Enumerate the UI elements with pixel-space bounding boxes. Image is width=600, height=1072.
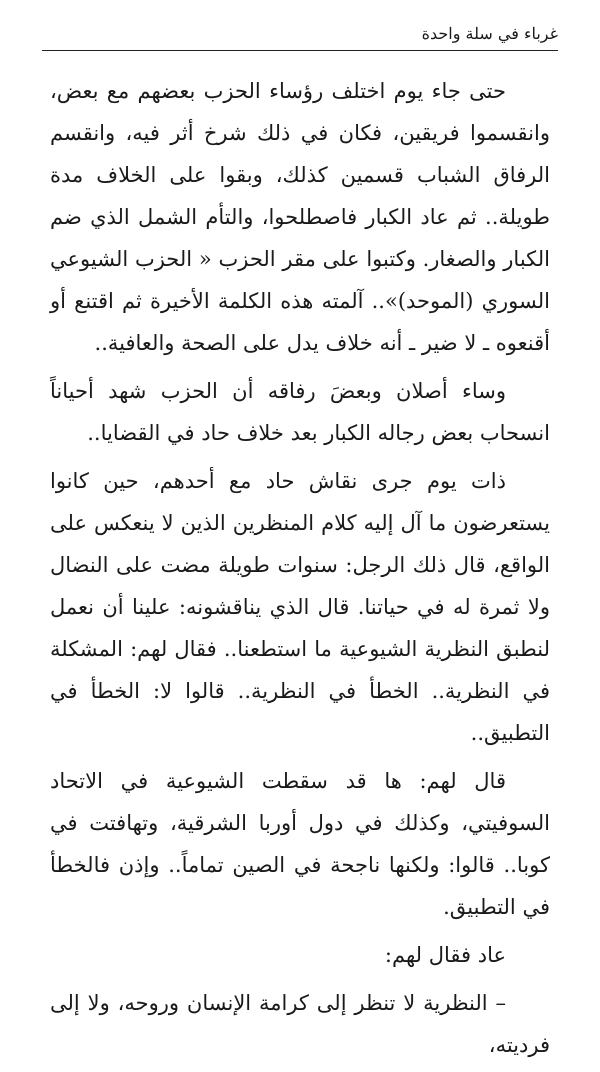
paragraph-5: عاد فقال لهم:	[384, 943, 506, 967]
running-head: غرباء في سلة واحدة	[42, 22, 558, 51]
paragraph-6: – النظرية لا تنظر إلى كرامة الإنسان وروحه، ولا إلى فرديته،	[50, 991, 550, 1057]
paragraph-4: قال لهم: ها قد سقطت الشيوعية في الاتحاد السوفيتي، وكذلك في دول أوربا الشرقية، وتهافتت في كوبا.. قالوا: ولكنها ناجحة في الصين تماماً.. وإذن فالخطأ في التطبيق.	[50, 769, 550, 919]
paragraph-3: ذات يوم جرى نقاش حاد مع أحدهم، حين كانوا يستعرضون ما آل إليه كلام المنظرين الذين لا ينعكس على الواقع، قال ذلك الرجل: سنوات طويلة مضت على النضال ولا ثمرة له في حياتنا. قال الذي يناقشونه: علينا أن نعمل لنطبق النظرية الشيوعية ما استطعنا.. فقال لهم: المشكلة في النظرية.. الخطأ في النظرية.. قالوا لا: الخطأ في التطبيق..	[50, 469, 550, 745]
body-text	[50, 70, 550, 1072]
paragraph-2: وساء أصلان وبعضَ رفاقه أن الحزب شهد أحياناً انسحاب بعض رجاله الكبار بعد خلاف حاد في القضايا..	[50, 379, 550, 445]
paragraph-1: حتى جاء يوم اختلف رؤساء الحزب بعضهم مع بعض، وانقسموا فريقين، فكان في ذلك شرخ أثر فيه، وانقسم الرفاق الشباب قسمين كذلك، وبقوا على الخلاف مدة طويلة.. ثم عاد الكبار فاصطلحوا، والتأم الشمل الذي ضم الكبار والصغار. وكتبوا على مقر الحزب « الحزب الشيوعي السوري (الموحد)».. آلمته هذه الكلمة الأخيرة ثم اقتنع أو أقنعوه ـ لا ضير ـ أنه خلاف يدل على الصحة والعافية..	[50, 79, 550, 355]
